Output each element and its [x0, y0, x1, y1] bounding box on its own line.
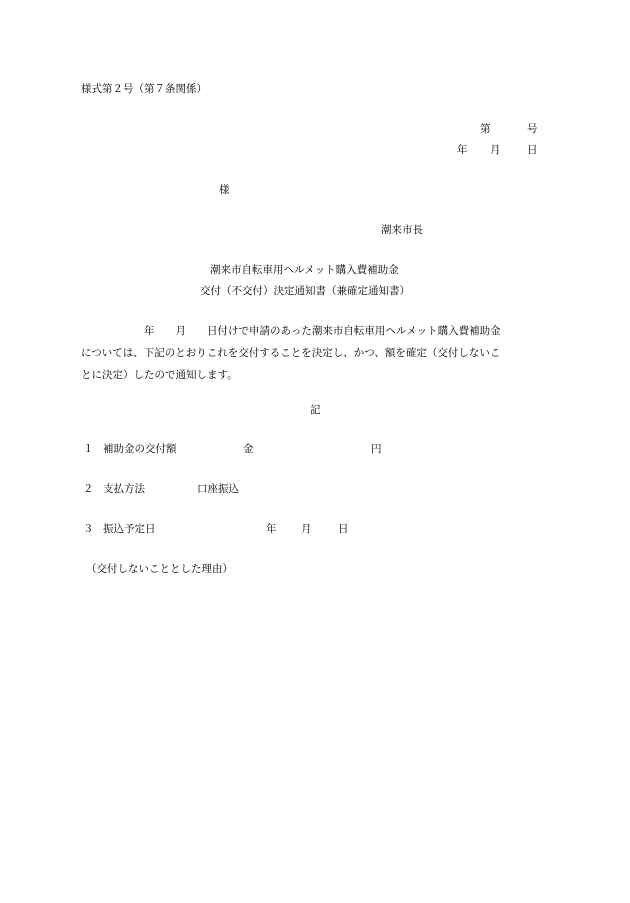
item-3-day: 日 [338, 523, 349, 535]
title-line-2: 交付（不交付）決定通知書（兼確定通知書） [200, 285, 410, 297]
item-1-label: 補助金の交付額 [103, 443, 177, 455]
item-2-value: 口座振込 [197, 483, 239, 495]
sender: 潮来市長 [381, 224, 423, 236]
body-line-2: については、下記のとおりこれを交付することを決定し、かつ、額を確定（交付しないこ [81, 347, 501, 359]
item-3-label: 振込予定日 [103, 523, 156, 535]
date-year: 年 [457, 144, 468, 156]
reason-label: （交付しないこととした理由） [86, 563, 233, 575]
number-dai: 第 [480, 123, 491, 135]
item-3-year: 年 [266, 523, 277, 535]
date-day: 日 [527, 144, 538, 156]
body-line-3: とに決定）したので通知します。 [81, 369, 238, 381]
item-3-number: ３ [83, 523, 94, 535]
body-paragraph [81, 320, 551, 386]
item-3-month: 月 [301, 523, 312, 535]
addressee-suffix: 様 [219, 184, 230, 196]
form-label: 様式第２号（第７条関係） [81, 83, 207, 95]
date-month: 月 [490, 144, 501, 156]
title-line-1: 潮来市自転車用ヘルメット購入費補助金 [210, 264, 399, 276]
ki-heading: 記 [310, 404, 321, 416]
item-1-kin: 金 [243, 443, 254, 455]
item-1-yen: 円 [371, 443, 382, 455]
item-2-number: ２ [83, 483, 94, 495]
item-1-number: １ [83, 443, 94, 455]
body-line-1: 年 月 日付けで申請のあった潮来市自転車用ヘルメット購入費補助金 [81, 325, 501, 337]
number-go: 号 [527, 123, 538, 135]
item-2-label: 支払方法 [103, 483, 145, 495]
